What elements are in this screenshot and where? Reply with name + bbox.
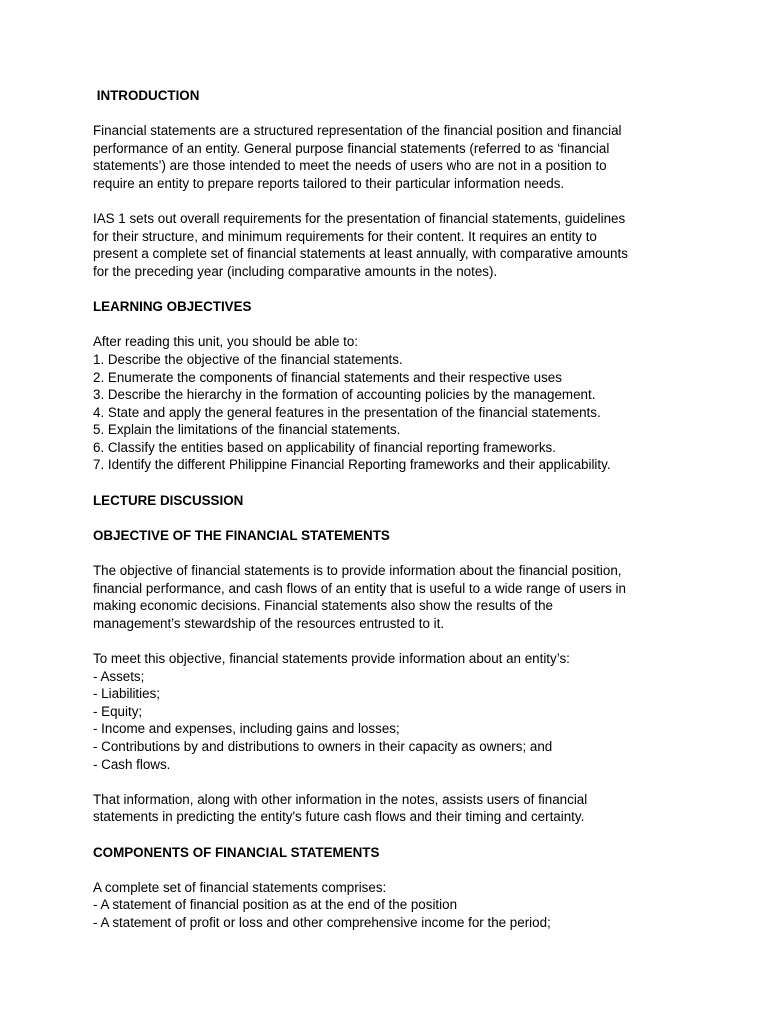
spacer xyxy=(93,105,693,123)
objective-item: 3. Describe the hierarchy in the formation of accounting policies by the management. xyxy=(93,387,596,403)
text-line: for their structure, and minimum requirements for their content. It requires an entity to xyxy=(93,228,597,244)
text-line: statements in predicting the entity's future cash flows and their timing and certainty. xyxy=(93,809,585,825)
lecture-discussion-heading: LECTURE DISCUSSION xyxy=(93,492,244,508)
text-line: IAS 1 sets out overall requirements for the presentation of financial statements, guidelines xyxy=(93,211,626,227)
introduction-paragraph-1 xyxy=(93,122,693,192)
learning-objectives-heading: LEARNING OBJECTIVES xyxy=(93,299,252,315)
list-item: - A statement of financial position as at the end of the position xyxy=(93,897,458,913)
text-line: The objective of financial statements is to provide information about the financial position, xyxy=(93,563,622,579)
list-item: - Contributions by and distributions to owners in their capacity as owners; and xyxy=(93,738,553,754)
learning-objectives-list xyxy=(93,333,693,474)
list-item: - A statement of profit or loss and other comprehensive income for the period; xyxy=(93,914,551,930)
list-item: - Assets; xyxy=(93,668,145,684)
list-item: - Equity; xyxy=(93,703,143,719)
objective-item: 6. Classify the entities based on applicability of financial reporting frameworks. xyxy=(93,439,556,455)
text-line: present a complete set of financial statements at least annually, with comparative amounts xyxy=(93,246,628,262)
list-item: - Income and expenses, including gains and losses; xyxy=(93,721,400,737)
spacer xyxy=(93,316,693,334)
spacer xyxy=(93,281,693,299)
list-intro: A complete set of financial statements comprises: xyxy=(93,879,387,895)
list-intro: To meet this objective, financial statements provide information about an entity’s: xyxy=(93,651,570,666)
spacer xyxy=(93,474,693,492)
spacer xyxy=(93,193,693,211)
text-line: statements’) are those intended to meet the needs of users who are not in a position to xyxy=(93,158,607,174)
text-line: performance of an entity. General purpose financial statements (referred to as ‘financial xyxy=(93,140,610,156)
document-body xyxy=(93,87,693,932)
text-line: require an entity to prepare reports tailored to their particular information needs. xyxy=(93,175,565,191)
text-line: Financial statements are a structured representation of the financial position and financial xyxy=(93,123,622,139)
text-line: That information, along with other information in the notes, assists users of financial xyxy=(93,791,588,807)
objective-item: 1. Describe the objective of the financial statements. xyxy=(93,351,403,367)
introduction-heading: INTRODUCTION xyxy=(93,88,200,103)
spacer xyxy=(93,773,693,791)
list-item: - Cash flows. xyxy=(93,756,171,772)
text-line: for the preceding year (including comparative amounts in the notes). xyxy=(93,263,498,279)
objective-item: 7. Identify the different Philippine Financial Reporting frameworks and their applicability. xyxy=(93,457,611,473)
spacer xyxy=(93,544,693,562)
objective-of-financial-statements-heading: OBJECTIVE OF THE FINANCIAL STATEMENTS xyxy=(93,527,390,543)
objectives-intro: After reading this unit, you should be able to: xyxy=(93,334,359,350)
components-list xyxy=(93,879,693,932)
text-line: management’s stewardship of the resources entrusted to it. xyxy=(93,615,445,631)
spacer xyxy=(93,861,693,879)
spacer xyxy=(93,826,693,844)
text-line: making economic decisions. Financial statements also show the results of the xyxy=(93,598,553,614)
objective-item: 4. State and apply the general features in the presentation of the financial statements. xyxy=(93,404,601,420)
spacer xyxy=(93,509,693,527)
spacer xyxy=(93,632,693,650)
components-heading: COMPONENTS OF FINANCIAL STATEMENTS xyxy=(93,844,380,860)
entity-information-list xyxy=(93,650,693,773)
objective-item: 2. Enumerate the components of financial statements and their respective uses xyxy=(93,369,562,385)
list-item: - Liabilities; xyxy=(93,686,160,702)
introduction-paragraph-2 xyxy=(93,210,693,280)
text-line: financial performance, and cash flows of an entity that is useful to a wide range of users in xyxy=(93,580,626,596)
objective-item: 5. Explain the limitations of the financial statements. xyxy=(93,422,401,438)
objective-paragraph xyxy=(93,562,693,632)
notes-paragraph xyxy=(93,791,693,826)
